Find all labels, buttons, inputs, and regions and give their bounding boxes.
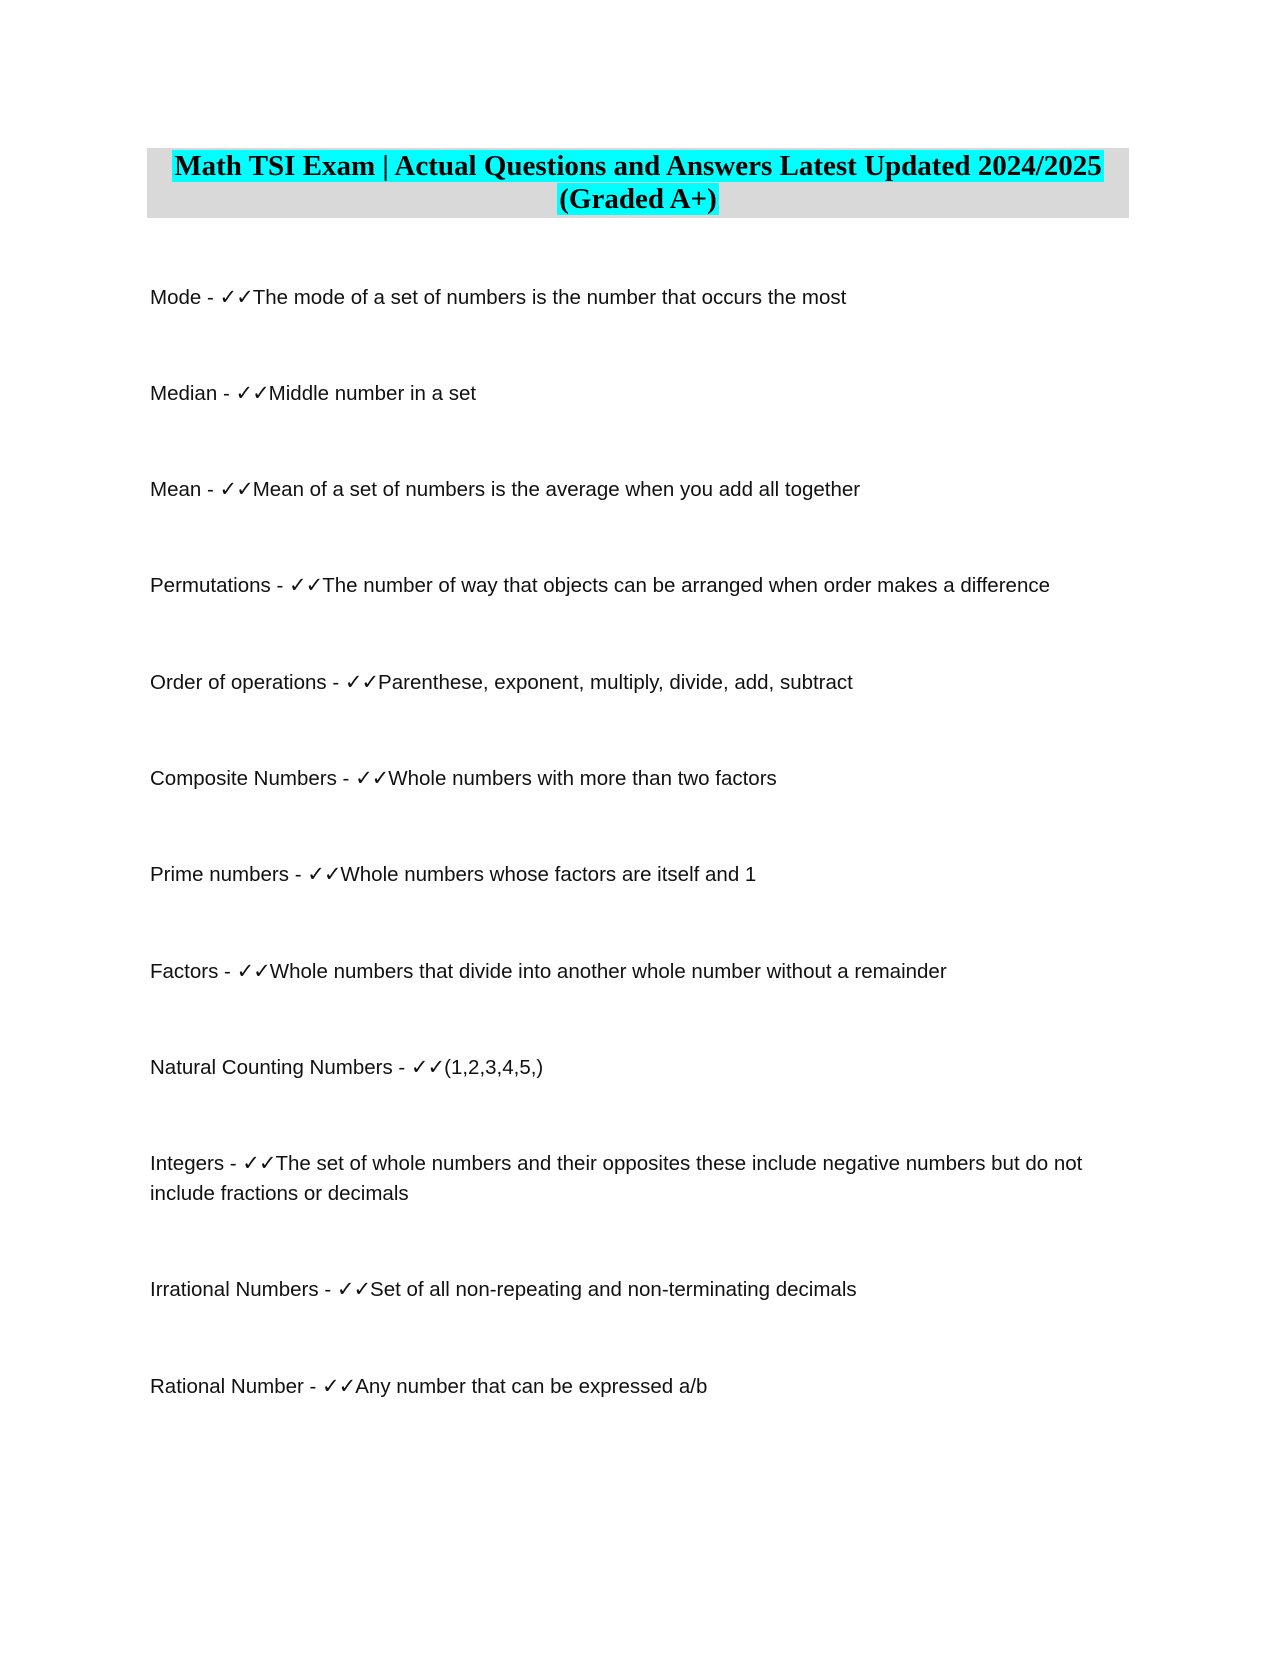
entry-irrational-numbers bbox=[150, 1274, 1130, 1305]
double-check-icon: ✓✓ bbox=[410, 1055, 445, 1079]
entry-mode bbox=[150, 282, 1130, 313]
entry-definition: The mode of a set of numbers is the number that occurs the most bbox=[252, 286, 847, 309]
entry-term: Factors bbox=[150, 960, 219, 983]
entry-definition: Mean of a set of numbers is the average when you add all together bbox=[252, 478, 861, 501]
entry-term: Composite Numbers bbox=[150, 767, 337, 790]
entry-term: Order of operations bbox=[150, 671, 327, 694]
entry-term: Median bbox=[150, 382, 218, 405]
entry-definition: Whole numbers that divide into another whole number without a remainder bbox=[269, 960, 947, 983]
entry-definition: Any number that can be expressed a/b bbox=[355, 1375, 708, 1398]
document-title bbox=[147, 148, 1129, 218]
entry-permutations bbox=[150, 570, 1130, 601]
entry-mean bbox=[150, 474, 1130, 505]
entry-separator: - bbox=[326, 671, 345, 694]
entry-separator: - bbox=[224, 1152, 243, 1175]
double-check-icon: ✓✓ bbox=[235, 381, 269, 405]
entry-separator: - bbox=[270, 574, 289, 597]
entry-separator: - bbox=[303, 1375, 323, 1398]
double-check-icon: ✓✓ bbox=[355, 766, 389, 790]
entry-term: Mode bbox=[150, 286, 202, 309]
entry-separator: - bbox=[289, 863, 308, 886]
entry-separator: - bbox=[318, 1278, 337, 1301]
entry-definition: The set of whole numbers and their opposites these include negative numbers but do not include fractions or decimals bbox=[150, 1152, 1083, 1205]
entry-natural-counting-numbers bbox=[150, 1052, 1130, 1083]
double-check-icon: ✓✓ bbox=[236, 959, 270, 983]
entry-definition: Whole numbers whose factors are itself and 1 bbox=[340, 863, 757, 886]
double-check-icon: ✓✓ bbox=[322, 1374, 356, 1398]
entry-definition: Set of all non-repeating and non-terminating decimals bbox=[370, 1278, 857, 1301]
entry-separator: - bbox=[218, 960, 237, 983]
entry-term: Prime numbers bbox=[150, 863, 289, 886]
entry-separator: - bbox=[392, 1056, 411, 1079]
entry-separator: - bbox=[217, 382, 236, 405]
double-check-icon: ✓✓ bbox=[307, 862, 341, 886]
entry-separator: - bbox=[201, 478, 220, 501]
double-check-icon: ✓✓ bbox=[219, 477, 253, 501]
double-check-icon: ✓✓ bbox=[219, 285, 253, 309]
entry-definition: (1,2,3,4,5,) bbox=[444, 1056, 544, 1079]
double-check-icon: ✓✓ bbox=[289, 573, 323, 597]
entry-integers bbox=[150, 1148, 1130, 1209]
entry-definition: Parenthese, exponent, multiply, divide, add, subtract bbox=[378, 671, 853, 694]
entry-order-of-operations bbox=[150, 667, 1130, 698]
entry-composite-numbers bbox=[150, 763, 1130, 794]
entry-rational-number bbox=[150, 1371, 1130, 1402]
entry-separator: - bbox=[201, 286, 220, 309]
entry-term: Mean bbox=[150, 478, 202, 501]
entry-separator: - bbox=[336, 767, 356, 790]
entry-term: Permutations bbox=[150, 574, 271, 597]
double-check-icon: ✓✓ bbox=[336, 1277, 371, 1301]
entry-term: Natural Counting Numbers bbox=[150, 1056, 393, 1079]
entry-term: Irrational Numbers bbox=[150, 1278, 319, 1301]
title-line-2: (Graded A+) bbox=[559, 183, 717, 215]
double-check-icon: ✓✓ bbox=[242, 1151, 276, 1175]
entry-term: Integers bbox=[150, 1152, 225, 1175]
title-line-1: Math TSI Exam | Actual Questions and Answers Latest Updated 2024/2025 bbox=[174, 150, 1102, 182]
entry-factors bbox=[150, 956, 1130, 987]
entry-median bbox=[150, 378, 1130, 409]
double-check-icon: ✓✓ bbox=[344, 670, 379, 694]
entry-prime-numbers bbox=[150, 859, 1130, 890]
entry-definition: The number of way that objects can be arranged when order makes a difference bbox=[322, 574, 1050, 597]
entry-definition: Whole numbers with more than two factors bbox=[388, 767, 777, 790]
entry-term: Rational Number bbox=[150, 1375, 304, 1398]
entry-definition: Middle number in a set bbox=[268, 382, 477, 405]
